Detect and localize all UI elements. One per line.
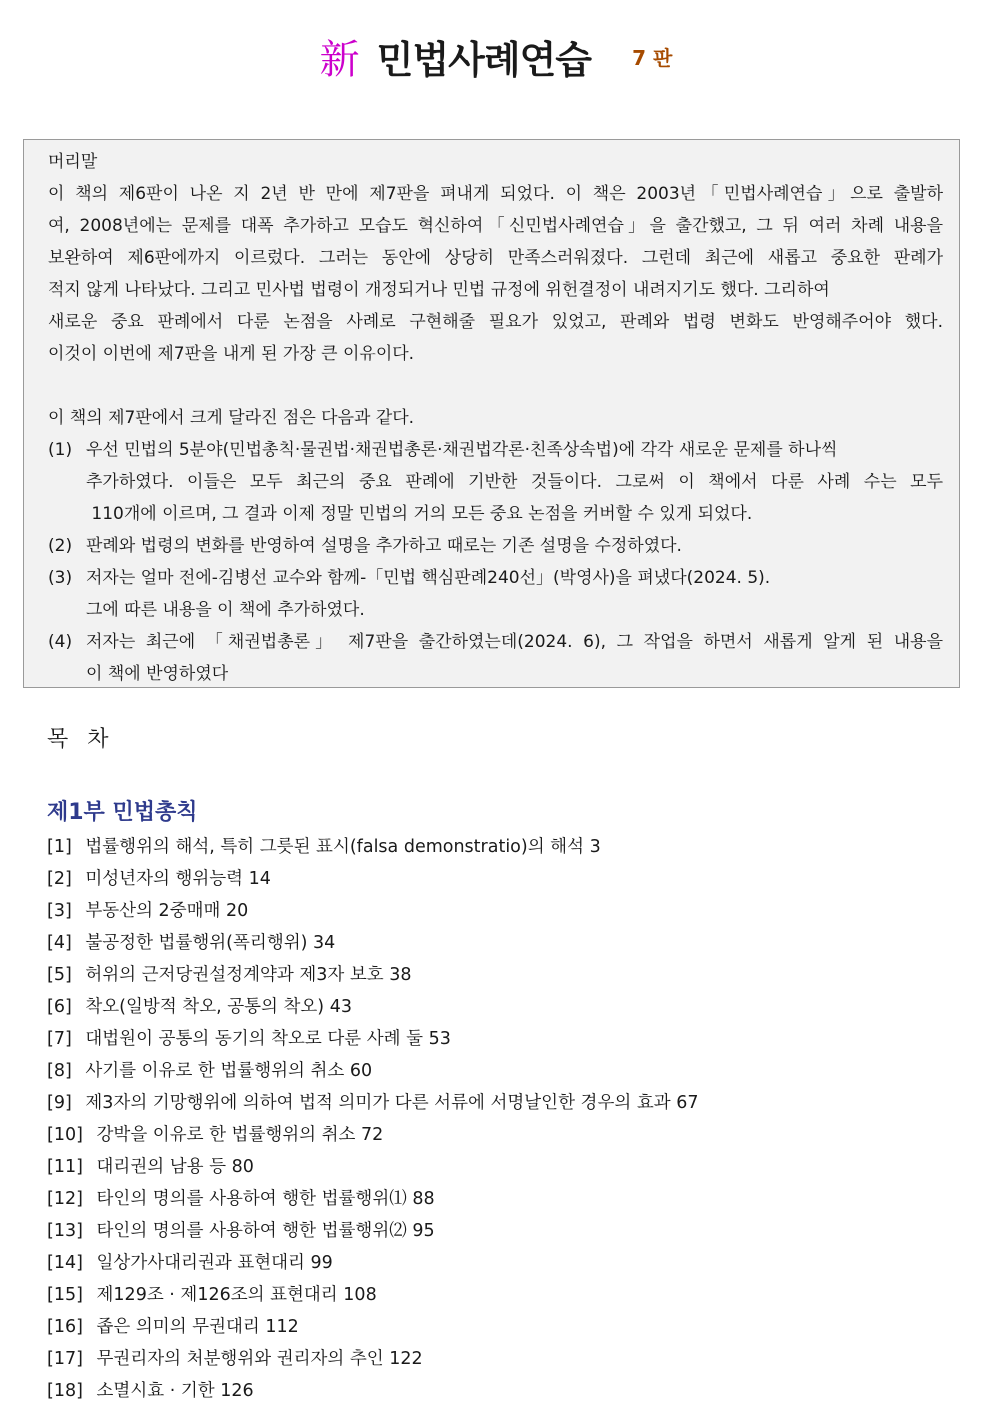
toc-page: 126 (220, 1381, 254, 1401)
toc-page: 53 (428, 1029, 451, 1049)
toc-number: [3] (47, 901, 72, 921)
preface-line: 이것이 이번에 제7판을 내게 된 가장 큰 이유이다. (48, 344, 415, 364)
toc-page: 72 (361, 1125, 384, 1145)
toc-title: 법률행위의 해석, 특히 그릇된 표시(falsa demonstratio)의 해석 (85, 837, 584, 857)
toc-title: 무권리자의 처분행위와 권리자의 추인 (96, 1349, 384, 1369)
toc-entry[interactable] (47, 831, 967, 863)
preface-heading: 머리말 (48, 152, 98, 172)
toc-number: [13] (47, 1221, 83, 1241)
toc-entry[interactable] (47, 1055, 967, 1087)
change-line: 우선 민법의 5분야(민법총칙·물권법·채권법총론·채권법각론·친족상속법)에 각각 새로운 문제를 하나씩 (86, 440, 838, 460)
toc-entry[interactable] (47, 1087, 967, 1119)
toc-entry[interactable] (47, 927, 967, 959)
change-number: (2) (48, 536, 73, 556)
toc-title: 소멸시효 · 기한 (96, 1381, 215, 1401)
toc-entry[interactable] (47, 1343, 967, 1375)
toc-number: [10] (47, 1125, 83, 1145)
toc-entry[interactable] (47, 1247, 967, 1279)
toc-number: [2] (47, 869, 72, 889)
preface-box (23, 139, 960, 688)
toc-list (47, 831, 967, 1407)
toc-title: 좁은 의미의 무권대리 (96, 1317, 260, 1337)
new-mark: 新 (319, 37, 360, 83)
toc-entry[interactable] (47, 959, 967, 991)
toc-title: 허위의 근저당권설정계약과 제3자 보호 (85, 965, 384, 985)
toc-entry[interactable] (47, 1279, 967, 1311)
toc-number: [12] (47, 1189, 83, 1209)
toc-number: [6] (47, 997, 72, 1017)
change-line: 그에 따른 내용을 이 책에 추가하였다. (86, 600, 365, 620)
toc-number: [11] (47, 1157, 83, 1177)
toc-title: 타인의 명의를 사용하여 행한 법률행위⑵ (96, 1221, 407, 1241)
toc-number: [16] (47, 1317, 83, 1337)
toc-page: 67 (676, 1093, 699, 1113)
toc-number: [4] (47, 933, 72, 953)
preface-line: 보완하여 제6판에까지 이르렀다. 그러는 동안에 상당히 만족스러워졌다. 그런데 최근에 새롭고 중요한 판례가 (48, 248, 943, 268)
toc-entry[interactable] (47, 1183, 967, 1215)
toc-title: 미성년자의 행위능력 (85, 869, 244, 889)
toc-page: 3 (589, 837, 601, 857)
toc-title: 대법원이 공통의 동기의 착오로 다룬 사례 둘 (85, 1029, 424, 1049)
toc-page: 34 (313, 933, 336, 953)
toc-number: [14] (47, 1253, 83, 1273)
change-item (48, 562, 943, 626)
toc-title: 강박을 이유로 한 법률행위의 취소 (96, 1125, 356, 1145)
toc-number: [7] (47, 1029, 72, 1049)
toc-page: 112 (265, 1317, 299, 1337)
change-line: 110개에 이르며, 그 결과 이제 정말 민법의 거의 모든 중요 논점을 커버할 수 있게 되었다. (86, 504, 753, 524)
toc-number: [5] (47, 965, 72, 985)
toc-page: 95 (412, 1221, 435, 1241)
toc-entry[interactable] (47, 1023, 967, 1055)
toc-page: 20 (225, 901, 249, 921)
document-title (0, 28, 992, 85)
toc-title: 부동산의 2중매매 (85, 901, 221, 921)
toc-page: 80 (231, 1157, 254, 1177)
toc-title: 착오(일방적 착오, 공통의 착오) (85, 997, 325, 1017)
toc-title: 일상가사대리권과 표현대리 (96, 1253, 305, 1273)
change-line: 저자는 최근에 「채권법총론」 제7판을 출간하였는데(2024. 6), 그 작업을 하면서 새롭게 알게 된 내용을 (86, 632, 943, 652)
toc-entry[interactable] (47, 1119, 967, 1151)
toc-title: 제3자의 기망행위에 의하여 법적 의미가 다른 서류에 서명날인한 경우의 효과 (85, 1093, 671, 1113)
preface-line: 여, 2008년에는 문제를 대폭 추가하고 모습도 혁신하여「신민법사례연습」을 출간했고, 그 뒤 여러 차례 내용을 (48, 216, 943, 236)
change-item (48, 626, 943, 690)
toc-title: 사기를 이유로 한 법률행위의 취소 (85, 1061, 345, 1081)
toc-entry[interactable] (47, 895, 967, 927)
book-title: 민법사례연습 (376, 38, 592, 82)
toc-title: 타인의 명의를 사용하여 행한 법률행위⑴ (96, 1189, 407, 1209)
change-line: 추가하였다. 이들은 모두 최근의 중요 판례에 기반한 것들이다. 그로써 이 책에서 다룬 사례 수는 모두 (86, 472, 943, 492)
toc-title: 불공정한 법률행위(폭리행위) (85, 933, 308, 953)
toc-page: 60 (349, 1061, 373, 1081)
toc-entry[interactable] (47, 1215, 967, 1247)
part-title: 제1부 민법총칙 (47, 800, 198, 825)
toc-title: 제129조 · 제126조의 표현대리 (96, 1285, 338, 1305)
toc-entry[interactable] (47, 1151, 967, 1183)
toc-page: 38 (389, 965, 412, 985)
change-item (48, 434, 943, 530)
toc-entry[interactable] (47, 1311, 967, 1343)
toc-heading: 목 차 (47, 727, 115, 752)
toc-number: [15] (47, 1285, 83, 1305)
toc-entry[interactable] (47, 1375, 967, 1407)
change-number: (4) (48, 632, 73, 652)
toc-entry[interactable] (47, 991, 967, 1023)
preface-line: 이 책의 제6판이 나온 지 2년 반 만에 제7판을 펴내게 되었다. 이 책은 2003년「민법사례연습」으로 출발하 (48, 184, 943, 204)
change-number: (1) (48, 440, 73, 460)
toc-number: [17] (47, 1349, 83, 1369)
change-item (48, 530, 943, 562)
toc-page: 108 (343, 1285, 377, 1305)
toc-number: [9] (47, 1093, 72, 1113)
edition-label: 7 판 (632, 46, 673, 70)
preface-line: 새로운 중요 판례에서 다룬 논점을 사례로 구현해줄 필요가 있었고, 판례와 법령 변화도 반영해주어야 했다. (48, 312, 943, 332)
change-line: 판례와 법령의 변화를 반영하여 설명을 추가하고 때로는 기존 설명을 수정하였다. (86, 536, 682, 556)
change-line: 이 책에 반영하였다 (86, 664, 229, 684)
change-number: (3) (48, 568, 73, 588)
toc-number: [8] (47, 1061, 72, 1081)
toc-number: [1] (47, 837, 72, 857)
toc-page: 43 (329, 997, 352, 1017)
toc-page: 14 (248, 869, 271, 889)
toc-title: 대리권의 남용 등 (96, 1157, 226, 1177)
toc-page: 88 (412, 1189, 435, 1209)
change-line: 저자는 얼마 전에-김병선 교수와 함께-「민법 핵심판례240선」(박영사)을 펴냈다(2024. 5). (86, 568, 771, 588)
toc-number: [18] (47, 1381, 83, 1401)
toc-entry[interactable] (47, 863, 967, 895)
changes-intro: 이 책의 제7판에서 크게 달라진 점은 다음과 같다. (48, 408, 415, 428)
toc-page: 99 (310, 1253, 333, 1273)
toc-page: 122 (389, 1349, 423, 1369)
preface-line: 적지 않게 나타났다. 그리고 민사법 법령이 개정되거나 민법 규정에 위헌결정이 내려지기도 했다. 그리하여 (48, 280, 830, 300)
